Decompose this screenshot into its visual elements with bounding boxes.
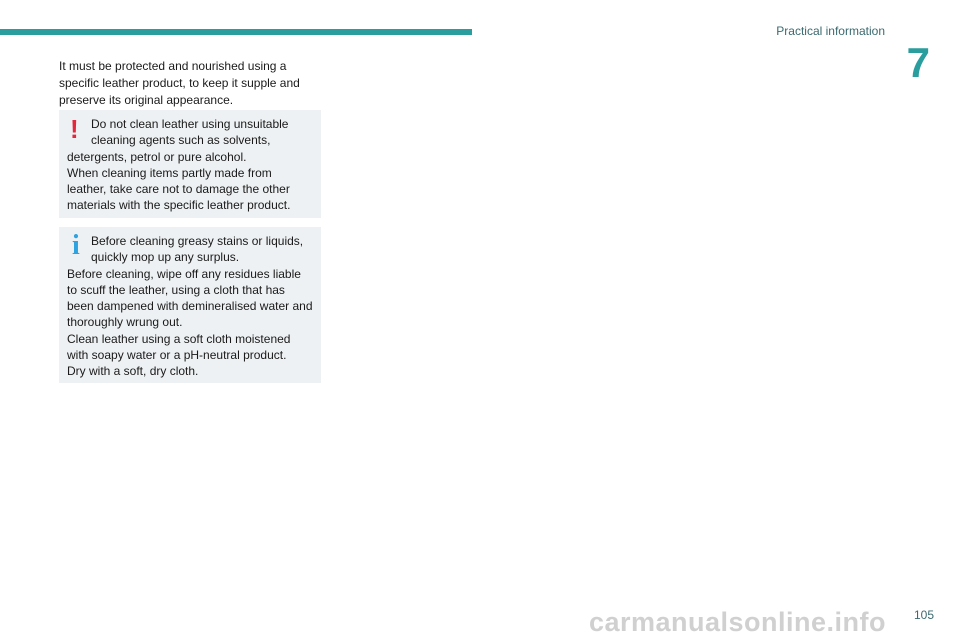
header-accent-bar	[0, 29, 472, 35]
page-number: 105	[913, 608, 934, 622]
warning-box	[59, 110, 321, 218]
warning-line: When cleaning items partly made from leather, take care not to damage the other materials with the specific leather product.	[67, 165, 291, 213]
info-box	[59, 227, 321, 383]
info-line: Dry with a soft, dry cloth.	[67, 364, 199, 379]
warning-line: detergents, petrol or pure alcohol.	[67, 149, 247, 164]
warning-lead	[67, 116, 313, 149]
section-title: Practical information	[776, 24, 885, 38]
info-lead	[67, 230, 313, 266]
info-line: Before cleaning, wipe off any residues liable to scuff the leather, using a cloth that has been dampened with demineralised water and thoroughly wrung out.	[67, 266, 313, 330]
intro-paragraph: It must be protected and nourished using a specific leather product, to keep it supple and preserve its original appearance.	[59, 59, 300, 107]
info-line: Clean leather using a soft cloth moistened with soapy water or a pH-neutral product.	[67, 331, 291, 363]
chapter-number: 7	[906, 39, 930, 86]
info-icon: i	[72, 230, 80, 261]
info-lead-text: Before cleaning greasy stains or liquids, quickly mop up any surplus.	[91, 234, 304, 265]
exclamation-icon: !	[70, 114, 79, 144]
warning-lead-text: Do not clean leather using unsuitable cleaning agents such as solvents,	[91, 117, 289, 148]
watermark: carmanualsonline.info	[588, 607, 886, 637]
